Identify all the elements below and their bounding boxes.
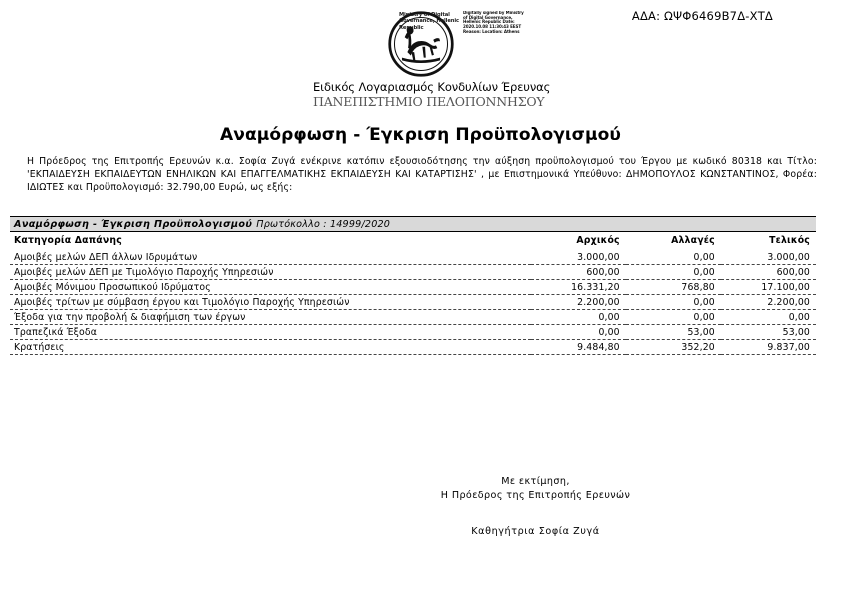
- cell-final: 2.200,00: [721, 295, 816, 310]
- cell-final: 53,00: [721, 325, 816, 340]
- page-title: Αναμόρφωση - Έγκριση Προϋπολογισμού: [220, 125, 621, 145]
- cell-initial: 600,00: [531, 265, 626, 280]
- signer-name-text: Καθηγήτρια Σοφία Ζυγά: [471, 526, 600, 537]
- table-header-row: [10, 232, 816, 250]
- column-header-changes: Αλλαγές: [671, 235, 715, 246]
- table-row: [10, 265, 816, 280]
- table-band-protocol: Πρωτόκολλο : 14999/2020: [256, 218, 391, 230]
- signer-name: [0, 526, 841, 537]
- table-row: [10, 325, 816, 340]
- ada-code: ΑΔΑ: ΩΨΦ6469Β7Δ-ΧΤΔ: [631, 9, 773, 23]
- table-band-title: Αναμόρφωση - Έγκριση Προϋπολογισμού: [14, 218, 253, 230]
- cell-changes: 0,00: [626, 250, 721, 265]
- document-header: [313, 8, 551, 116]
- column-header-initial: Αρχικός: [576, 235, 620, 246]
- cell-final: 9.837,00: [721, 340, 816, 355]
- closing-line-1: Με εκτίμηση,: [501, 476, 570, 487]
- cell-initial: 9.484,80: [531, 340, 626, 355]
- university-name: ΠΑΝΕΠΙΣΤΗΜΙΟ ΠΕΛΟΠΟΝΝΗΣΟΥ: [313, 94, 545, 109]
- cell-category: Αμοιβές μελών ΔΕΠ άλλων Ιδρυμάτων: [10, 250, 531, 265]
- cell-final: 600,00: [721, 265, 816, 280]
- cell-changes: 0,00: [626, 295, 721, 310]
- cell-category: Αμοιβές Μόνιμου Προσωπικού Ιδρύματος: [10, 280, 531, 295]
- table-row: [10, 280, 816, 295]
- signature-stamp-right-text: Digitally signed by Ministry of Digital Governance, Hellenic Republic Date: 2020.10.08 11:30:43 EEST Reason: Location: Athens: [463, 11, 524, 34]
- table-row: [10, 340, 816, 355]
- cell-category: Τραπεζικά Έξοδα: [10, 325, 531, 340]
- cell-changes: 53,00: [626, 325, 721, 340]
- budget-table-section: [10, 216, 816, 355]
- cell-changes: 352,20: [626, 340, 721, 355]
- cell-final: 3.000,00: [721, 250, 816, 265]
- digital-signature-stamp: [399, 11, 527, 45]
- column-header-category: Κατηγορία Δαπάνης: [14, 235, 122, 246]
- seal-row: [313, 8, 528, 80]
- closing-block: [0, 475, 841, 503]
- cell-final: 0,00: [721, 310, 816, 325]
- table-row: [10, 310, 816, 325]
- cell-category: Έξοδα για την προβολή & διαφήμιση των έργων: [10, 310, 531, 325]
- cell-initial: 16.331,20: [531, 280, 626, 295]
- cell-final: 17.100,00: [721, 280, 816, 295]
- cell-initial: 2.200,00: [531, 295, 626, 310]
- intro-paragraph: Η Πρόεδρος της Επιτροπής Ερευνών κ.α. Σοφία Ζυγά ενέκρινε κατόπιν εξουσιοδότησης την αύξηση προϋπολογισμού του Έργου με κωδικό 80318 και Τίτλο: 'ΕΚΠΑΙΔΕΥΣΗ ΕΚΠΑΙΔΕΥΤΩΝ ΕΝΗΛΙΚΩΝ ΚΑΙ ΕΠΑΓΓΕΛΜΑΤΙΚΗΣ ΕΚΠΑΙΔΕΥΣΗ ΚΑΙ ΚΑΤΑΡΤΙΣΗΣ' , με Επιστημονικά Υπεύθυνο: ΔΗΜΟΠΟΥΛΟΣ ΚΩΝΣΤΑΝΤΙΝΟΣ, Φορέα: ΙΔΙΩΤΕΣ και Προϋπολογισμό: 32.790,00 Ευρώ, ως εξής:: [27, 156, 817, 194]
- cell-category: Κρατήσεις: [10, 340, 531, 355]
- signature-stamp-left-text: Ministry of Digital Governance, Hellenic Republic: [399, 12, 460, 31]
- table-row: [10, 250, 816, 265]
- budget-table: [10, 232, 816, 355]
- cell-initial: 3.000,00: [531, 250, 626, 265]
- cell-changes: 768,80: [626, 280, 721, 295]
- cell-category: Αμοιβές μελών ΔΕΠ με Τιμολόγιο Παροχής Υπηρεσιών: [10, 265, 531, 280]
- cell-changes: 0,00: [626, 265, 721, 280]
- cell-initial: 0,00: [531, 325, 626, 340]
- cell-initial: 0,00: [531, 310, 626, 325]
- closing-line-2: Η Πρόεδρος της Επιτροπής Ερευνών: [440, 490, 631, 501]
- column-header-final: Τελικός: [769, 235, 810, 246]
- organization-name: Ειδικός Λογαριασμός Κονδυλίων Έρευνας: [313, 80, 551, 94]
- cell-category: Αμοιβές τρίτων με σύμβαση έργου και Τιμολόγιο Παροχής Υπηρεσιών: [10, 295, 531, 310]
- table-row: [10, 295, 816, 310]
- table-band-header: [10, 216, 816, 232]
- cell-changes: 0,00: [626, 310, 721, 325]
